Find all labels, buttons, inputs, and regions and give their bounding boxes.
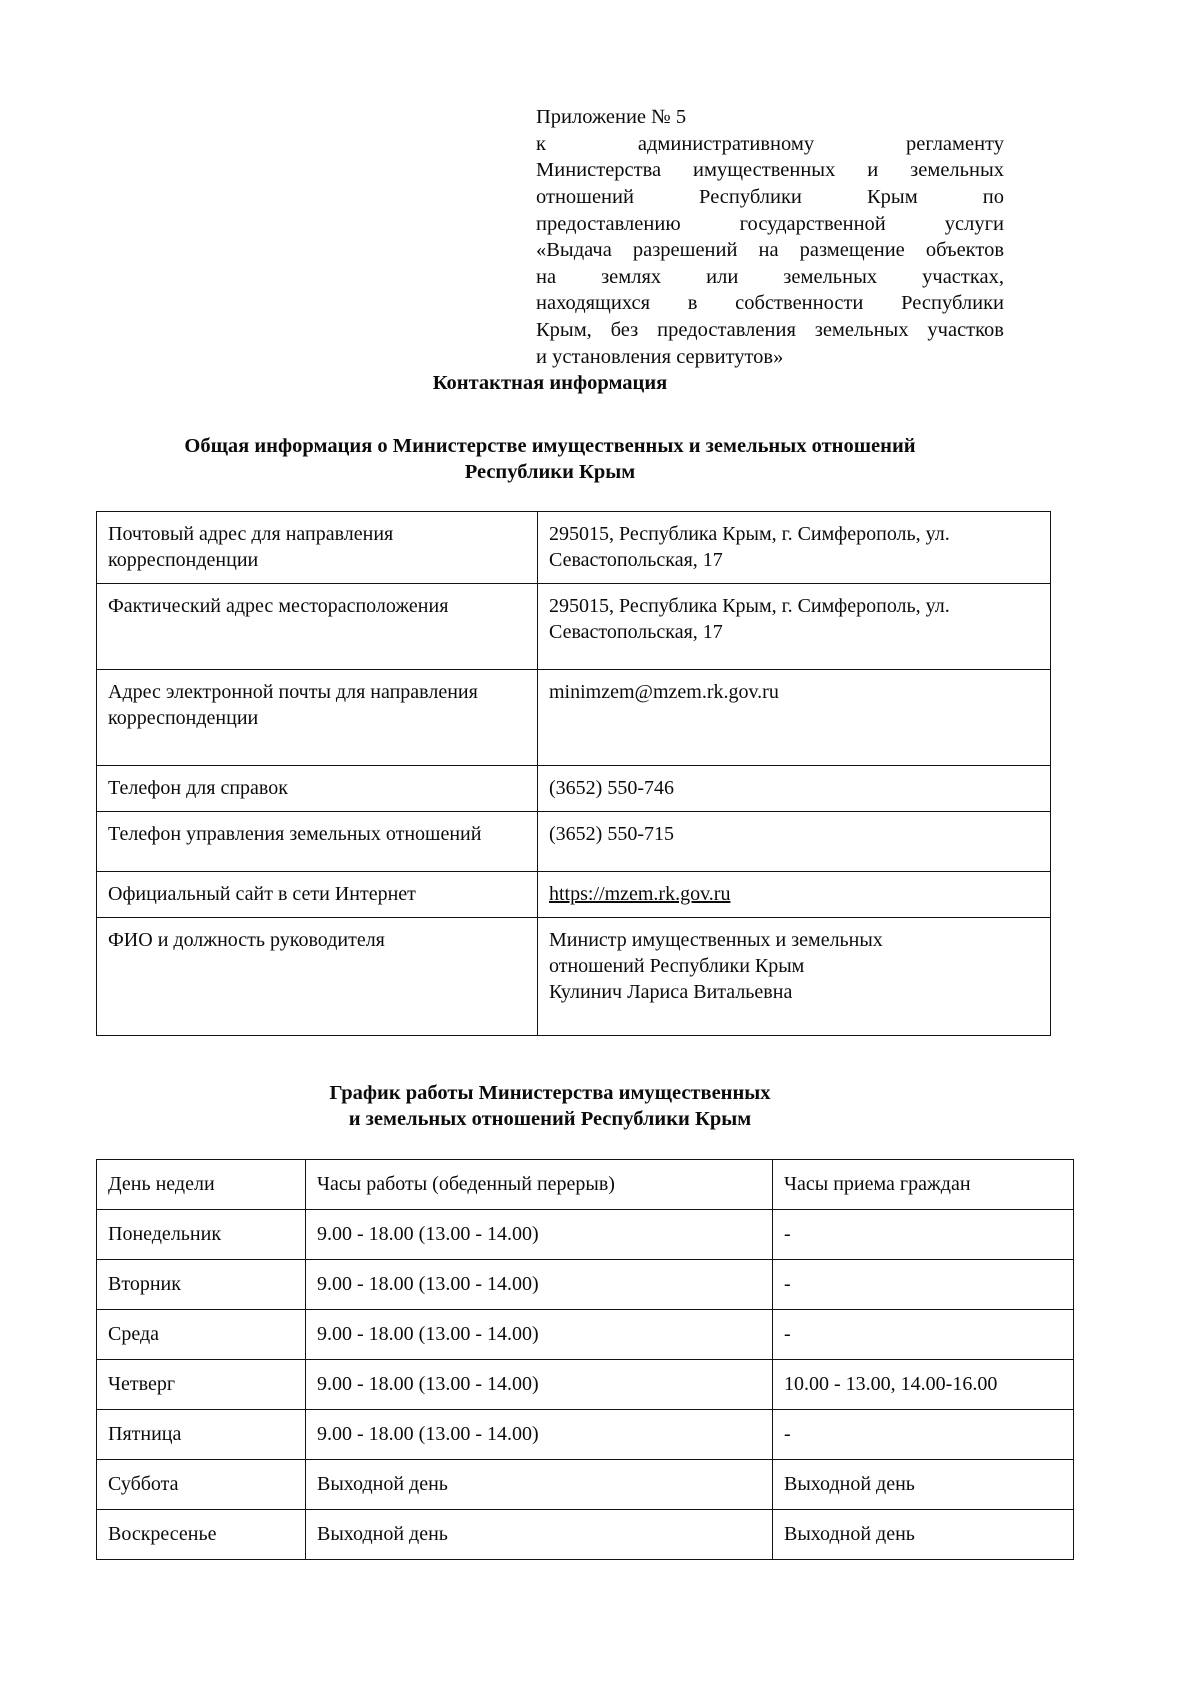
table-row	[97, 766, 1051, 812]
appendix-line-7: находящихся в собственности Республики	[536, 292, 1004, 315]
schedule-day: Среда	[97, 1309, 306, 1359]
head-full-name: Кулинич Лариса Витальевна	[549, 981, 793, 1004]
schedule-day: Пятница	[97, 1409, 306, 1459]
heading-work-schedule	[96, 1080, 1004, 1132]
phone-value: (3652) 550-715	[538, 812, 1051, 872]
phone-value: (3652) 550-746	[538, 766, 1051, 812]
heading-contact-information: Контактная информация	[432, 372, 668, 395]
schedule-day: Четверг	[97, 1359, 306, 1409]
table-row	[97, 1309, 1074, 1359]
schedule-hours: 9.00 - 18.00 (13.00 - 14.00)	[306, 1359, 773, 1409]
heading-general-information	[96, 433, 1004, 485]
appendix-line-1: к административному регламенту	[536, 132, 1004, 155]
heading-general-line-2: Республики Крым	[464, 460, 636, 483]
schedule-hours: Выходной день	[306, 1459, 773, 1509]
table-row	[97, 512, 1051, 584]
table-row	[97, 1459, 1074, 1509]
ministry-info-table	[96, 511, 1051, 1036]
table-row	[97, 1409, 1074, 1459]
table-row	[97, 670, 1051, 766]
info-label: Фактический адрес месторасположения	[97, 584, 538, 670]
table-row	[97, 1509, 1074, 1559]
head-official-value	[538, 918, 1051, 1036]
schedule-reception: 10.00 - 13.00, 14.00-16.00	[773, 1359, 1074, 1409]
schedule-hours: 9.00 - 18.00 (13.00 - 14.00)	[306, 1259, 773, 1309]
table-row	[97, 1209, 1074, 1259]
info-label: Телефон для справок	[97, 766, 538, 812]
appendix-line-9: и установления сервитутов»	[536, 345, 784, 368]
schedule-reception: Выходной день	[773, 1459, 1074, 1509]
schedule-day: Вторник	[97, 1259, 306, 1309]
table-row	[97, 872, 1051, 918]
appendix-line-6: на землях или земельных участках,	[536, 265, 1004, 288]
schedule-reception: -	[773, 1259, 1074, 1309]
appendix-line-5: «Выдача разрешений на размещение объектов	[536, 239, 1004, 262]
appendix-line-2: Министерства имущественных и земельных	[536, 159, 1004, 182]
column-header-reception: Часы приема граждан	[773, 1159, 1074, 1209]
schedule-reception: -	[773, 1309, 1074, 1359]
schedule-hours: 9.00 - 18.00 (13.00 - 14.00)	[306, 1209, 773, 1259]
info-label: Почтовый адрес для направления корреспонденции	[97, 512, 538, 584]
table-row	[97, 918, 1051, 1036]
table-row	[97, 584, 1051, 670]
info-label: Адрес электронной почты для направления корреспонденции	[97, 670, 538, 766]
heading-general-line-1: Общая информация о Министерстве имущественных и земельных отношений	[184, 434, 916, 457]
schedule-hours: Выходной день	[306, 1509, 773, 1559]
info-value-line-1: 295015, Республика Крым, г. Симферополь, ул.	[549, 595, 950, 618]
table-row	[97, 1259, 1074, 1309]
heading-schedule-line-2: и земельных отношений Республики Крым	[348, 1108, 752, 1131]
schedule-hours: 9.00 - 18.00 (13.00 - 14.00)	[306, 1309, 773, 1359]
info-label: Официальный сайт в сети Интернет	[97, 872, 538, 918]
info-value	[538, 584, 1051, 670]
info-label: Телефон управления земельных отношений	[97, 812, 538, 872]
appendix-line-3: отношений Республики Крым по	[536, 185, 1004, 208]
heading-schedule-line-1: График работы Министерства имущественных	[329, 1082, 771, 1105]
table-row	[97, 812, 1051, 872]
info-value	[538, 512, 1051, 584]
info-value-line-2: Севастопольская, 17	[549, 549, 723, 572]
appendix-line-4: предоставлению государственной услуги	[536, 212, 1004, 235]
website-value	[538, 872, 1051, 918]
head-title-line-1: Министр имущественных и земельных	[549, 929, 883, 952]
email-value: minimzem@mzem.rk.gov.ru	[538, 670, 1051, 766]
table-row	[97, 1359, 1074, 1409]
schedule-hours: 9.00 - 18.00 (13.00 - 14.00)	[306, 1409, 773, 1459]
schedule-reception: Выходной день	[773, 1509, 1074, 1559]
work-schedule-table	[96, 1159, 1074, 1560]
table-header-row	[97, 1159, 1074, 1209]
info-value-line-2: Севастопольская, 17	[549, 621, 723, 644]
appendix-reference-block	[536, 104, 1004, 370]
website-link[interactable]: https://mzem.rk.gov.ru	[549, 883, 731, 906]
schedule-reception: -	[773, 1209, 1074, 1259]
schedule-day: Понедельник	[97, 1209, 306, 1259]
head-title-line-2: отношений Республики Крым	[549, 955, 805, 978]
appendix-number: Приложение № 5	[536, 106, 687, 128]
schedule-day: Воскресенье	[97, 1509, 306, 1559]
column-header-hours: Часы работы (обеденный перерыв)	[306, 1159, 773, 1209]
schedule-reception: -	[773, 1409, 1074, 1459]
column-header-day: День недели	[97, 1159, 306, 1209]
info-label: ФИО и должность руководителя	[97, 918, 538, 1036]
info-value-line-1: 295015, Республика Крым, г. Симферополь, ул.	[549, 523, 950, 546]
schedule-day: Суббота	[97, 1459, 306, 1509]
appendix-line-8: Крым, без предоставления земельных участков	[536, 319, 1004, 342]
